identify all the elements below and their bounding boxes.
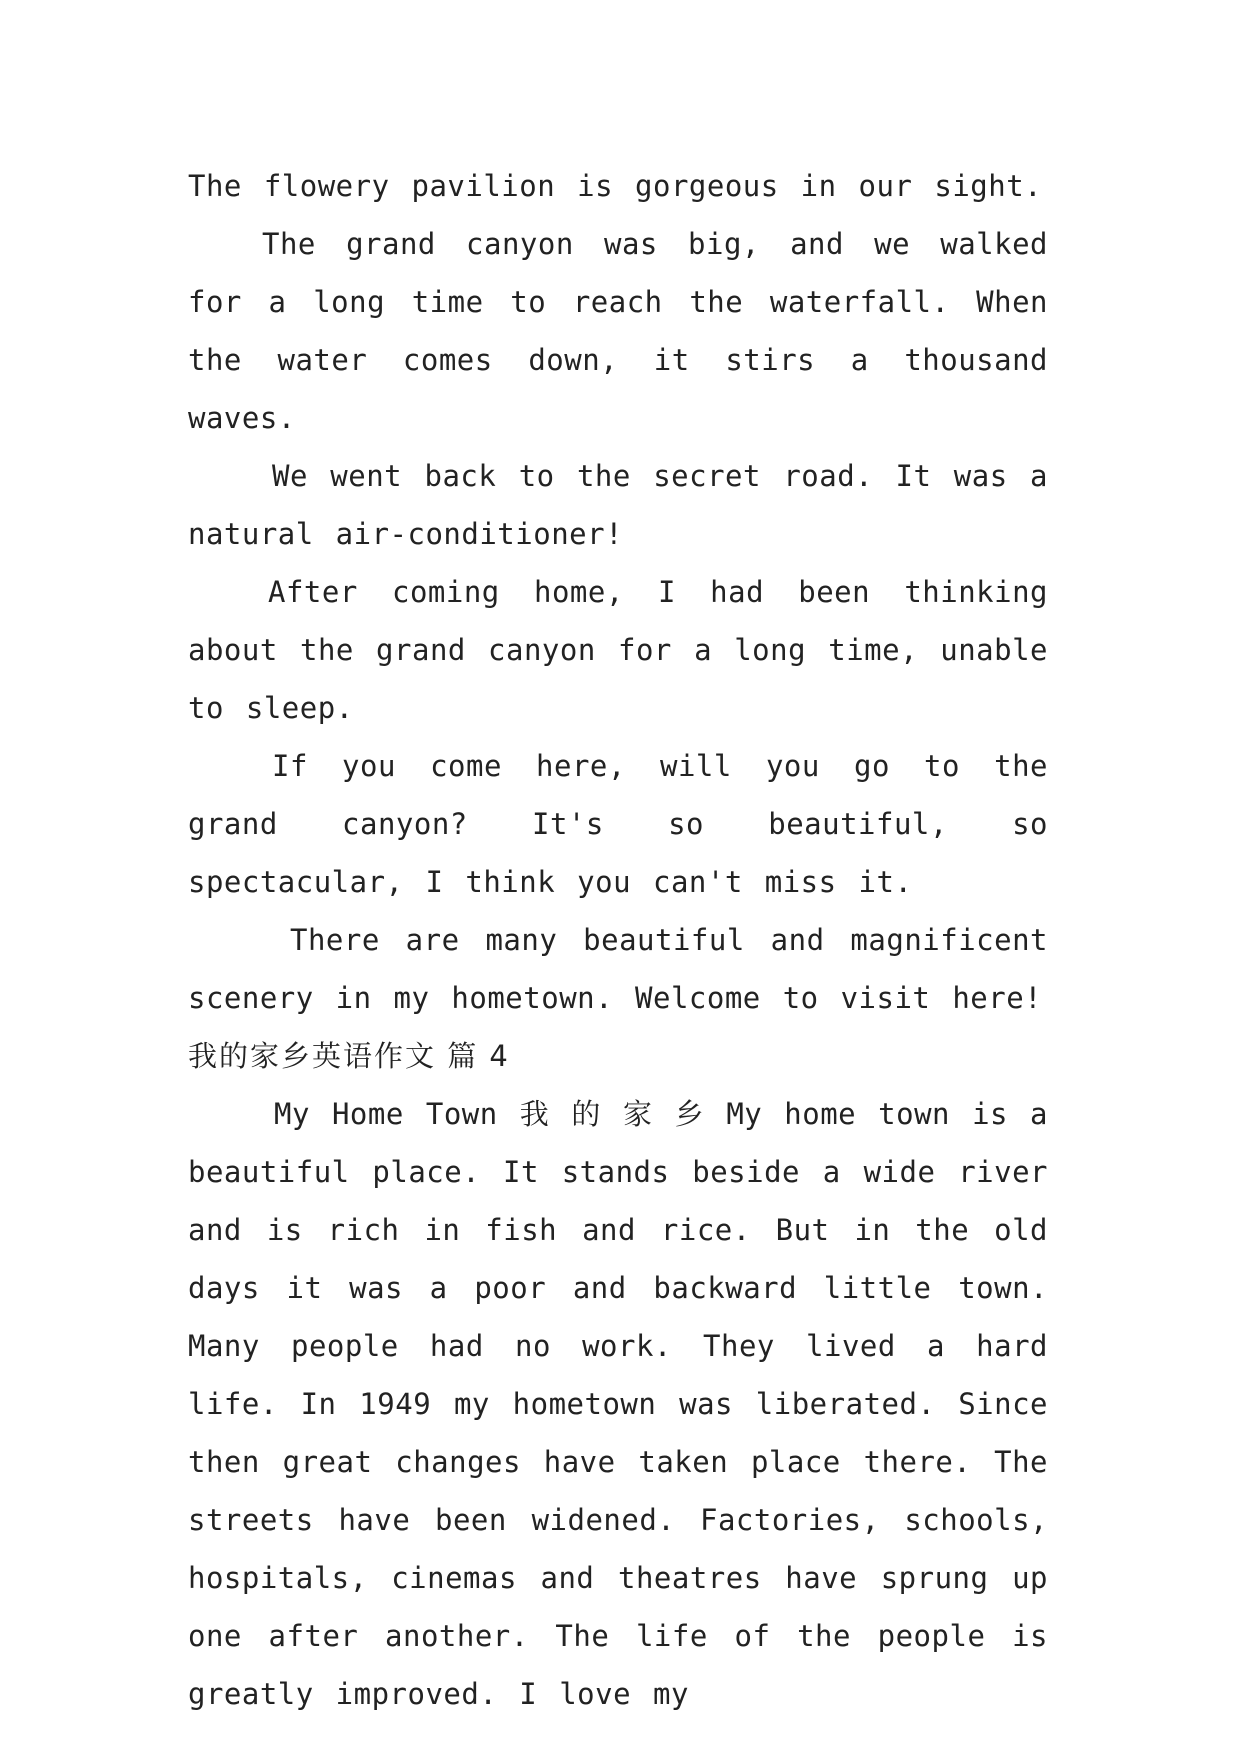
section-heading: 我的家乡英语作文 篇 4 <box>188 1039 510 1073</box>
document-body <box>188 157 1048 1723</box>
paragraph: My Home Town 我 的 家 乡 My home town is a beautiful place. It stands beside a wide river and is rich in fish and rice. But in the old days it was a poor and backward little town. Many people had no work. They lived a hard life. In 1949 my hometown was liberated. Since then great changes have taken place there. The streets have been widened. Factories, schools, hospitals, cinemas and theatres have sprung up one after another. The life of the people is greatly improved. I love my <box>188 1097 1048 1711</box>
paragraph: The grand canyon was big, and we walked for a long time to reach the waterfall. When the water comes down, it stirs a thousand waves. <box>188 227 1048 435</box>
paragraph: The flowery pavilion is gorgeous in our sight. <box>188 169 1043 203</box>
paragraph: If you come here, will you go to the grand canyon? It's so beautiful, so spectacular, I think you can't miss it. <box>188 749 1048 899</box>
paragraph: We went back to the secret road. It was a natural air-conditioner! <box>188 459 1048 551</box>
paragraph: After coming home, I had been thinking about the grand canyon for a long time, unable to sleep. <box>188 575 1048 725</box>
paragraph: There are many beautiful and magnificent scenery in my hometown. Welcome to visit here! <box>188 923 1048 1015</box>
